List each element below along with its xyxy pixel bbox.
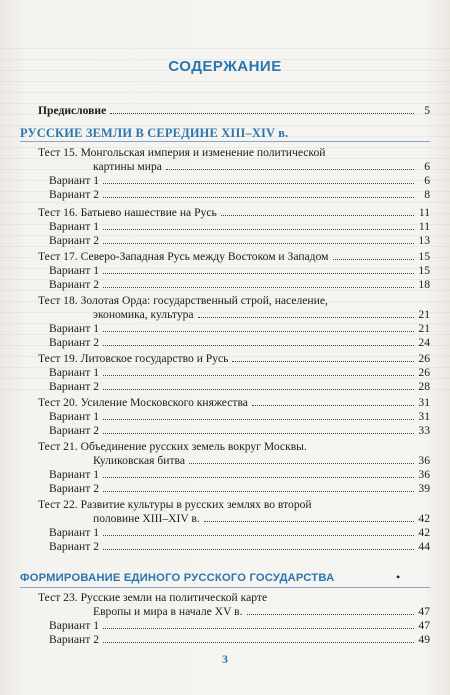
toc-page-number: 24 [418,336,430,349]
toc-entry-label: картины мира [93,160,162,173]
toc-page-number: 33 [418,424,430,437]
leader-dots [221,215,414,216]
leader-dots [103,642,414,643]
toc-test-title: Тест 15. Монгольская империя и изменение политической [38,146,326,159]
leader-dots [103,628,414,629]
toc-entry-label: экономика, культура [93,308,194,321]
leader-dots [103,419,414,420]
leader-dots [204,521,414,522]
bullet-mark: • [396,570,401,584]
leader-dots [103,345,414,346]
toc-page-number: 11 [418,206,430,219]
toc-page-number: 42 [418,512,430,525]
toc-page-number: 47 [418,605,430,618]
toc-variant[interactable] [49,174,430,188]
toc-variant[interactable] [49,540,430,554]
toc-page-number: 42 [418,526,430,539]
toc-variant[interactable] [49,633,430,647]
leader-dots [103,389,414,390]
leader-dots [189,463,414,464]
toc-page-number: 21 [418,308,430,321]
toc-entry-test-16[interactable] [38,206,430,220]
toc-entry-preface[interactable] [38,104,430,118]
toc-variant[interactable] [49,366,430,380]
toc-page-number: 26 [418,352,430,365]
toc-page-number: 15 [418,264,430,277]
toc-page-number: 21 [418,322,430,335]
toc-page-number: 36 [418,468,430,481]
toc-variant-label: Вариант 1 [49,366,99,379]
toc-page-number: 31 [418,396,430,409]
toc-entry-test-15[interactable] [93,160,430,174]
toc-page-number: 39 [418,482,430,495]
toc-page-number: 13 [418,234,430,247]
toc-page-number: 47 [418,619,430,632]
toc-variant[interactable] [49,220,430,234]
toc-variant-label: Вариант 1 [49,264,99,277]
leader-dots [103,229,414,230]
leader-dots [166,169,414,170]
toc-entry-test-18[interactable] [93,308,430,322]
toc-page-number: 44 [418,540,430,553]
toc-entry-label: Предисловие [38,104,107,117]
toc-variant[interactable] [49,619,430,633]
toc-test-title: Тест 22. Развитие культуры в русских землях во второй [38,498,312,511]
page-title: СОДЕРЖАНИЕ [168,58,282,75]
toc-variant-label: Вариант 1 [49,322,99,335]
section-heading-1: РУССКИЕ ЗЕМЛИ В СЕРЕДИНЕ XIII–XIV в. [20,126,289,140]
toc-test-title: Тест 23. Русские земли на политической карте [38,591,268,604]
toc-entry-label: Европы и мира в начале XV в. [93,605,243,618]
toc-page-number: 8 [424,188,430,201]
toc-entry-label: Тест 16. Батыево нашествие на Русь [38,206,217,219]
toc-variant-label: Вариант 2 [49,188,99,201]
toc-entry-label: Тест 19. Литовское государство и Русь [38,352,229,365]
section-divider [20,587,430,588]
toc-variant-label: Вариант 1 [49,410,99,423]
leader-dots [198,317,414,318]
toc-variant[interactable] [49,322,430,336]
toc-page-number: 15 [418,250,430,263]
toc-test-title: Тест 18. Золотая Орда: государственный строй, население, [38,294,328,307]
toc-entry-label: половине XIII–XIV в. [93,512,200,525]
toc-variant[interactable] [49,188,430,202]
toc-variant-label: Вариант 2 [49,336,99,349]
toc-page-number: 6 [424,174,430,187]
toc-page-number: 31 [418,410,430,423]
toc-variant-label: Вариант 2 [49,540,99,553]
toc-variant-label: Вариант 1 [49,468,99,481]
leader-dots [110,113,414,114]
toc-entry-test-22[interactable] [93,512,430,526]
toc-test-title: Тест 21. Объединение русских земель вокруг Москвы. [38,440,307,453]
leader-dots [103,549,414,550]
page-number: 3 [222,652,228,666]
toc-variant-label: Вариант 2 [49,234,99,247]
toc-variant[interactable] [49,380,430,394]
toc-page-number: 36 [418,454,430,467]
toc-variant[interactable] [49,234,430,248]
leader-dots [103,477,414,478]
leader-dots [103,375,414,376]
toc-entry-test-17[interactable] [38,250,430,264]
leader-dots [103,535,414,536]
toc-variant[interactable] [49,424,430,438]
leader-dots [247,614,414,615]
toc-entry-test-21[interactable] [93,454,430,468]
toc-page-number: 11 [418,220,430,233]
toc-variant-label: Вариант 1 [49,220,99,233]
section-heading-2: ФОРМИРОВАНИЕ ЕДИНОГО РУССКОГО ГОСУДАРСТВА [20,572,335,584]
leader-dots [252,405,414,406]
toc-page-number: 28 [418,380,430,393]
toc-entry-test-19[interactable] [38,352,430,366]
leader-dots [333,259,415,260]
toc-page-number: 18 [418,278,430,291]
toc-entry-label: Тест 17. Северо-Западная Русь между Востоком и Западом [38,250,329,263]
leader-dots [103,491,414,492]
toc-variant-label: Вариант 2 [49,482,99,495]
section-divider [20,141,430,142]
leader-dots [103,433,414,434]
toc-variant-label: Вариант 2 [49,380,99,393]
leader-dots [103,273,414,274]
toc-variant[interactable] [49,468,430,482]
toc-variant-label: Вариант 2 [49,424,99,437]
toc-variant[interactable] [49,336,430,350]
toc-variant[interactable] [49,526,430,540]
toc-page-number: 26 [418,366,430,379]
leader-dots [103,331,414,332]
toc-variant[interactable] [49,410,430,424]
leader-dots [103,243,414,244]
toc-entry-test-20[interactable] [38,396,430,410]
toc-variant[interactable] [49,278,430,292]
toc-variant-label: Вариант 2 [49,278,99,291]
leader-dots [103,197,414,198]
leader-dots [103,183,414,184]
toc-variant-label: Вариант 2 [49,633,99,646]
toc-page-number: 49 [418,633,430,646]
toc-variant-label: Вариант 1 [49,619,99,632]
leader-dots [232,361,414,362]
toc-entry-test-23[interactable] [93,605,430,619]
leader-dots [103,287,414,288]
toc-variant-label: Вариант 1 [49,526,99,539]
toc-page-number: 6 [424,160,430,173]
toc-page-number: 5 [424,104,430,117]
toc-entry-label: Куликовская битва [93,454,186,467]
toc-variant[interactable] [49,264,430,278]
toc-variant[interactable] [49,482,430,496]
toc-variant-label: Вариант 1 [49,174,99,187]
toc-entry-label: Тест 20. Усиление Московского княжества [38,396,248,409]
